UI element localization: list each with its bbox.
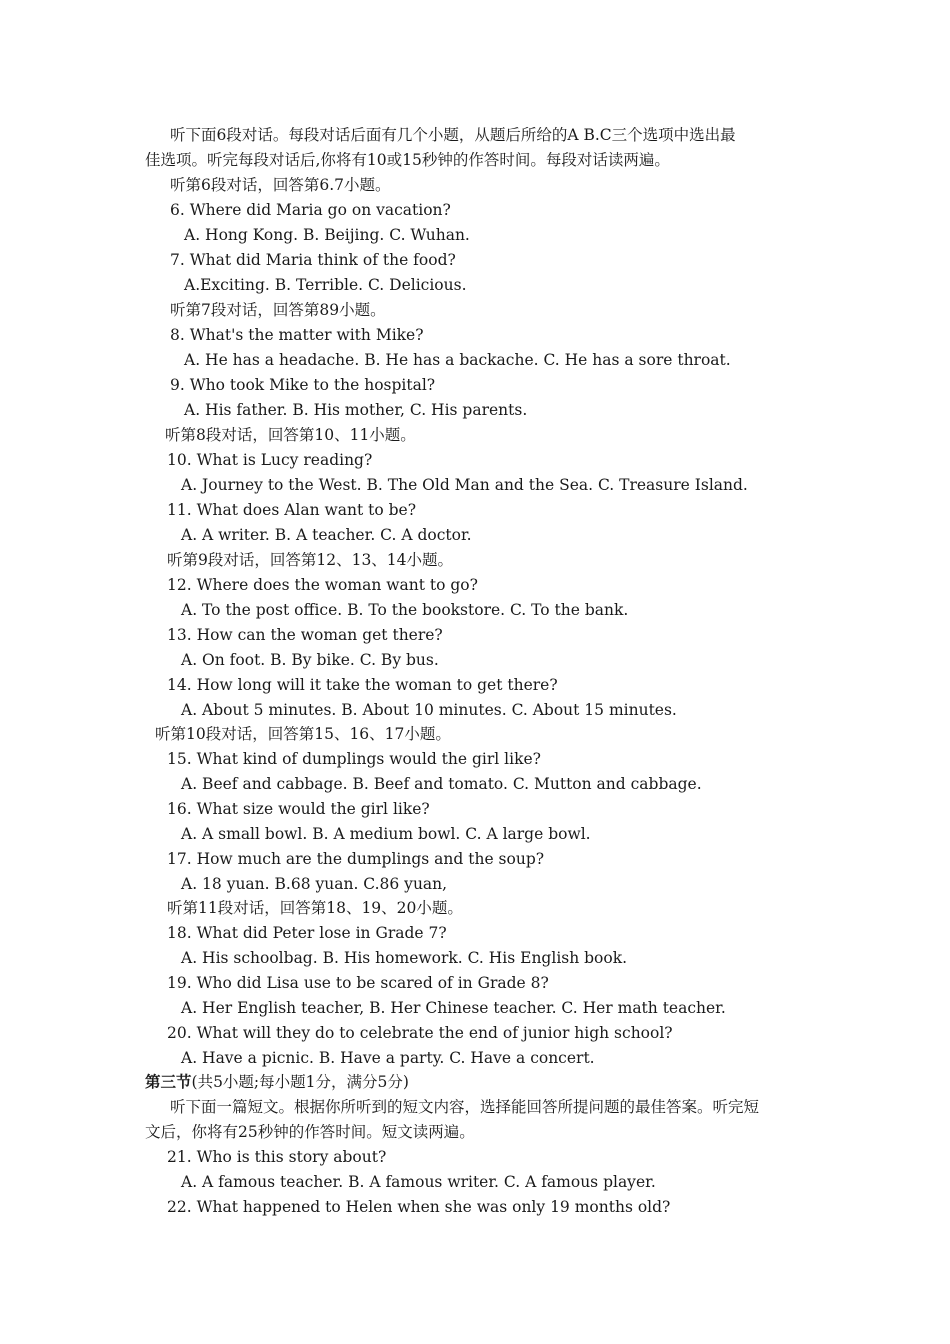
options: A. Beef and cabbage. B. Beef and tomato. C. Mutton and cabbage. — [181, 775, 702, 793]
instruction-line: 听下面一篇短文。根据你所听到的短文内容，选择能回答所提问题的最佳答案。听完短 — [170, 1098, 760, 1116]
dialogue-heading: 听第9段对话，回答第12、13、14小题。 — [167, 551, 454, 569]
instruction-line: 听下面6段对话。每段对话后面有几个小题，从题后所给的A B.C三个选项中选出最 — [170, 126, 736, 144]
options: A. Hong Kong. B. Beijing. C. Wuhan. — [184, 226, 470, 244]
options: A. Journey to the West. B. The Old Man and the Sea. C. Treasure Island. — [181, 476, 748, 494]
options: A. About 5 minutes. B. About 10 minutes. C. About 15 minutes. — [181, 701, 677, 719]
section-title: 第三节 — [145, 1072, 192, 1091]
options: A. To the post office. B. To the bookstore. C. To the bank. — [181, 601, 629, 619]
options: A. His father. B. His mother, C. His parents. — [184, 401, 528, 419]
question: 9. Who took Mike to the hospital? — [170, 376, 436, 394]
options: A. A small bowl. B. A medium bowl. C. A large bowl. — [181, 825, 591, 843]
options: A. Have a picnic. B. Have a party. C. Have a concert. — [181, 1049, 595, 1067]
options: A. A famous teacher. B. A famous writer. C. A famous player. — [181, 1173, 656, 1191]
question: 16. What size would the girl like? — [167, 800, 430, 818]
dialogue-heading: 听第10段对话，回答第15、16、17小题。 — [155, 725, 451, 743]
options: A. He has a headache. B. He has a backache. C. He has a sore throat. — [184, 351, 731, 369]
instruction-line: 佳选项。听完每段对话后,你将有10或15秒钟的作答时间。每段对话读两遍。 — [145, 151, 670, 169]
question: 11. What does Alan want to be? — [167, 501, 417, 519]
options: A.Exciting. B. Terrible. C. Delicious. — [184, 276, 467, 294]
question: 17. How much are the dumplings and the soup? — [167, 850, 545, 868]
options: A. Her English teacher, B. Her Chinese teacher. C. Her math teacher. — [181, 999, 726, 1017]
options: A. 18 yuan. B.68 yuan. C.86 yuan, — [181, 875, 448, 893]
question: 6. Where did Maria go on vacation? — [170, 201, 451, 219]
section-scoring: (共5小题;每小题1分，满分5分) — [191, 1073, 409, 1091]
question: 14. How long will it take the woman to get there? — [167, 676, 558, 694]
dialogue-heading: 听第6段对话，回答第6.7小题。 — [170, 176, 391, 194]
section-heading — [145, 1071, 409, 1093]
options: A. His schoolbag. B. His homework. C. His English book. — [181, 949, 628, 967]
question: 7. What did Maria think of the food? — [170, 251, 456, 269]
dialogue-heading: 听第7段对话，回答第89小题。 — [170, 301, 386, 319]
question: 20. What will they do to celebrate the end of junior high school? — [167, 1024, 673, 1042]
question: 15. What kind of dumplings would the girl like? — [167, 750, 541, 768]
question: 22. What happened to Helen when she was only 19 months old? — [167, 1198, 671, 1216]
question: 13. How can the woman get there? — [167, 626, 443, 644]
question: 21. Who is this story about? — [167, 1148, 387, 1166]
question: 18. What did Peter lose in Grade 7? — [167, 924, 447, 942]
options: A. On foot. B. By bike. C. By bus. — [181, 651, 439, 669]
question: 12. Where does the woman want to go? — [167, 576, 478, 594]
question: 19. Who did Lisa use to be scared of in Grade 8? — [167, 974, 549, 992]
instruction-line: 文后，你将有25秒钟的作答时间。短文读两遍。 — [145, 1123, 475, 1141]
dialogue-heading: 听第8段对话，回答第10、11小题。 — [165, 426, 416, 444]
options: A. A writer. B. A teacher. C. A doctor. — [181, 526, 472, 544]
dialogue-heading: 听第11段对话，回答第18、19、20小题。 — [167, 899, 463, 917]
question: 10. What is Lucy reading? — [167, 451, 373, 469]
question: 8. What's the matter with Mike? — [170, 326, 424, 344]
